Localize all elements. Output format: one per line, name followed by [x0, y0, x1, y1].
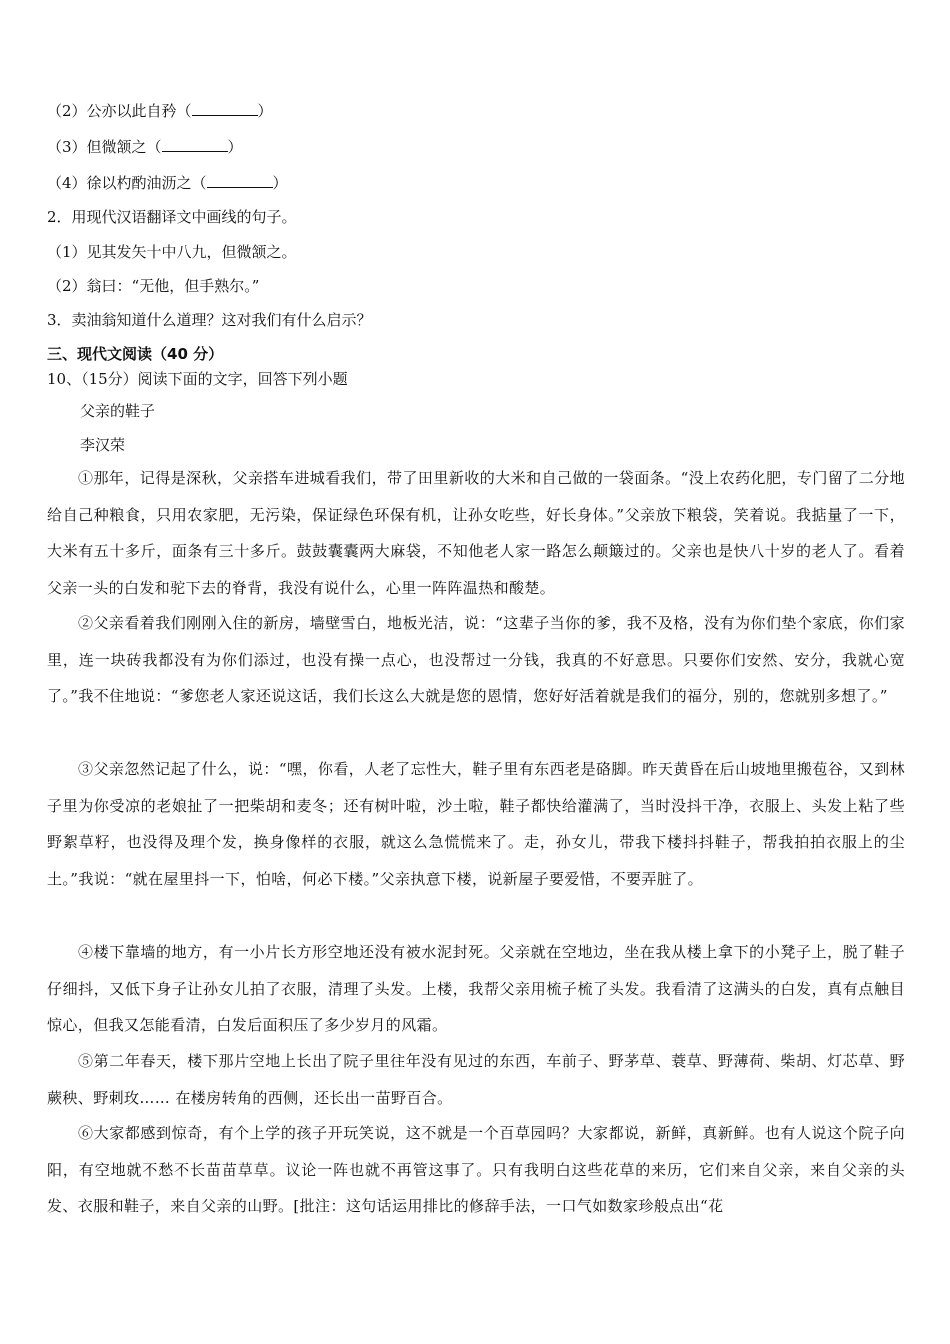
article-title: 父亲的鞋子: [80, 402, 156, 420]
paragraph-1: ①那年，记得是深秋，父亲搭车进城看我们，带了田里新收的大米和自己做的一袋面条。“没上农药化肥，专门留了二分地给自己种粮食，只用农家肥，无污染，保证绿色环保有机，让孙女吃些，好长身体。”父亲放下粮袋，笑着说。我掂量了一下，大米有五十多斤，面条有三十多斤。鼓鼓囊囊两大麻袋，不知他老人家一路怎么颠簸过的。父亲也是快八十岁的老人了。看着父亲一头的白发和驼下去的脊背，我没有说什么，心里一阵阵温热和酸楚。: [47, 469, 905, 597]
question-2-item-2: （2）翁曰：“无他，但手熟尔。”: [47, 277, 260, 295]
question-3-title: 3．卖油翁知道什么道理？这对我们有什么启示？: [47, 311, 372, 329]
question-1-item-3: （3）但微颔之（ ）: [47, 138, 243, 156]
question-2-item-1: （1）见其发矢十中八九，但微颔之。: [47, 243, 297, 261]
article-author: 李汉荣: [80, 436, 126, 454]
answer-blank[interactable]: [192, 101, 258, 116]
paragraph-4: ④楼下靠墙的地方，有一小片长方形空地还没有被水泥封死。父亲就在空地边，坐在我从楼上拿下的小凳子上，脱了鞋子仔细抖，又低下身子让孙女儿拍了衣服，清理了头发。上楼，我帮父亲用梳子梳了头发。我看清了这满头的白发，真有点触目惊心，但我又怎能看清，白发后面积压了多少岁月的风霜。: [47, 943, 905, 1034]
paragraph-2: ②父亲看着我们刚刚入住的新房，墙壁雪白，地板光洁，说：“这辈子当你的爹，我不及格，没有为你们垫个家底，你们家里，连一块砖我都没有为你们添过，也没有操一点心，也没帮过一分钱，我真的不好意思。只要你们安然、安分，我就心宽了。”我不住地说：“爹您老人家还说这话，我们长这么大就是您的恩情，您好好活着就是我们的福分，别的，您就别多想了。”: [47, 614, 905, 705]
paragraph-3: ③父亲忽然记起了什么，说：“嘿，你看，人老了忘性大，鞋子里有东西老是硌脚。昨天黄昏在后山坡地里搬苞谷，又到林子里为你受凉的老娘扯了一把柴胡和麦冬；还有树叶啦，沙土啦，鞋子都快给灌满了，当时没抖干净，衣服上、头发上粘了些野絮草籽，也没得及理个发，换身像样的衣服，就这么急慌慌来了。走，孙女儿，带我下楼抖抖鞋子，帮我拍拍衣服上的尘土。”我说：“就在屋里抖一下，怕啥，何必下楼。”父亲执意下楼，说新屋子要爱惜，不要弄脏了。: [47, 760, 905, 888]
paragraph-5: ⑤第二年春天，楼下那片空地上长出了院子里往年没有见过的东西，车前子、野茅草、蓑草、野薄荷、柴胡、灯芯草、野蕨秧、野刺玫…… 在楼房转角的西侧，还长出一苗野百合。: [47, 1052, 905, 1107]
question-1-item-2: （2）公亦以此自矜（ ）: [47, 102, 273, 120]
question-1-item-4: （4）徐以杓酌油沥之（ ）: [47, 174, 288, 192]
question-2-title: 2．用现代汉语翻译文中画线的句子。: [47, 208, 297, 226]
section-heading: 三、现代文阅读（40 分）: [47, 345, 224, 363]
answer-blank[interactable]: [162, 137, 228, 152]
answer-blank[interactable]: [207, 173, 273, 188]
paragraph-6: ⑥大家都感到惊奇，有个上学的孩子开玩笑说，这不就是一个百草园吗？大家都说，新鲜，真新鲜。也有人说这个院子向阳，有空地就不愁不长苗苗草草。议论一阵也就不再管这事了。只有我明白这些花草的来历，它们来自父亲，来自父亲的头发、衣服和鞋子，来自父亲的山野。[批注：这句话运用排比的修辞手法，一口气如数家珍般点出“花: [47, 1124, 905, 1215]
question-10-intro: 10、（15分）阅读下面的文字，回答下列小题: [47, 370, 348, 388]
